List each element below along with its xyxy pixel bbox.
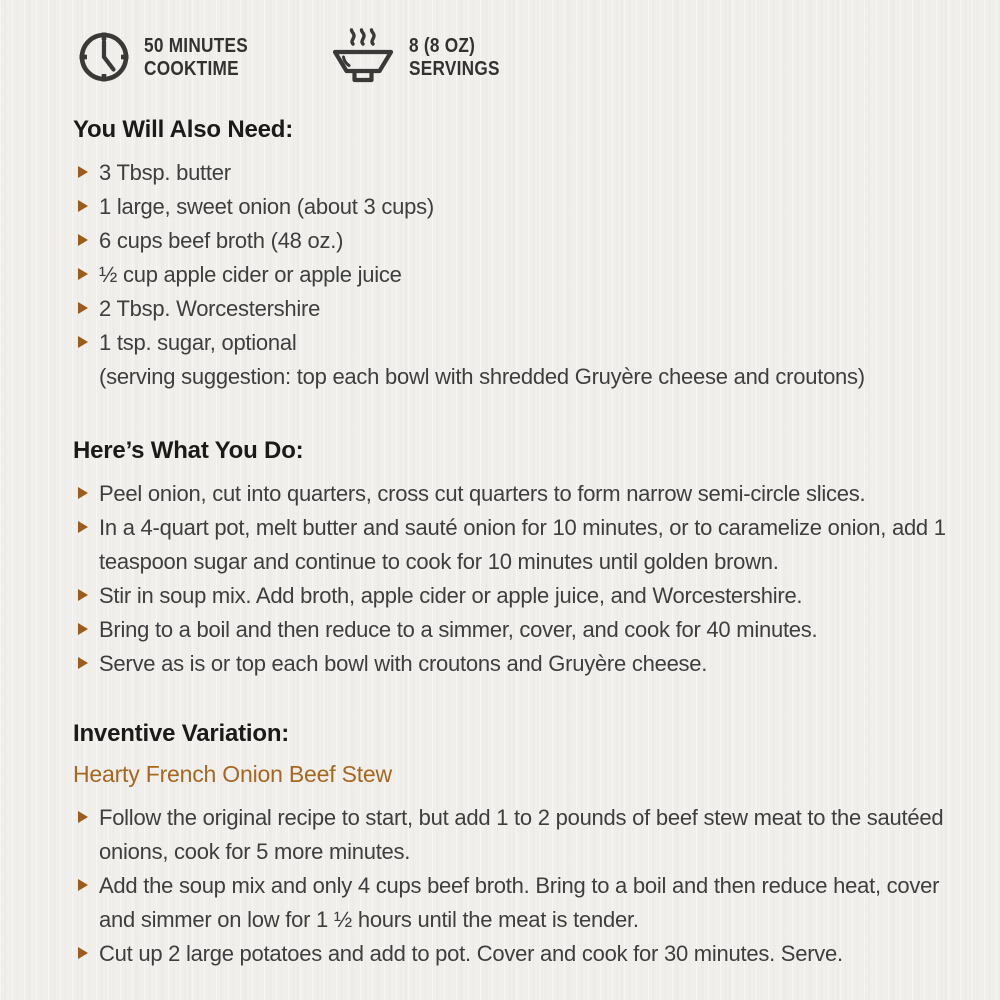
list-item: Stir in soup mix. Add broth, apple cider or apple juice, and Worcestershire. [73, 579, 964, 613]
list-item: Bring to a boil and then reduce to a simmer, cover, and cook for 40 minutes. [73, 613, 964, 647]
variation-list [73, 801, 964, 971]
bullet-triangle-icon [78, 200, 88, 212]
list-item: ½ cup apple cider or apple juice [73, 258, 964, 292]
section-instructions [73, 436, 964, 681]
serving-suggestion-note: (serving suggestion: top each bowl with shredded Gruyère cheese and croutons) [99, 364, 865, 389]
list-item: 3 Tbsp. butter [73, 156, 964, 190]
bullet-triangle-icon [78, 336, 88, 348]
ingredients-list [73, 156, 964, 360]
bullet-triangle-icon [78, 947, 88, 959]
list-item: 1 large, sweet onion (about 3 cups) [73, 190, 964, 224]
list-item: 6 cups beef broth (48 oz.) [73, 224, 964, 258]
bullet-triangle-icon [78, 302, 88, 314]
instructions-list [73, 477, 964, 681]
bullet-triangle-icon [78, 268, 88, 280]
cooktime-caption: COOKTIME [144, 57, 239, 80]
variation-subtitle: Hearty French Onion Beef Stew [73, 761, 392, 787]
bullet-triangle-icon [78, 623, 88, 635]
servings-label [409, 34, 500, 80]
bullet-triangle-icon [78, 879, 88, 891]
list-item: Follow the original recipe to start, but add 1 to 2 pounds of beef stew meat to the sautéed onions, cook for 5 more minutes. [73, 801, 964, 869]
list-item: In a 4-quart pot, melt butter and sauté onion for 10 minutes, or to caramelize onion, add 1 teaspoon sugar and continue to cook for 10 minutes until golden brown. [73, 511, 964, 579]
list-item: 2 Tbsp. Worcestershire [73, 292, 964, 326]
clock-icon [77, 30, 131, 84]
bullet-triangle-icon [78, 521, 88, 533]
bullet-triangle-icon [78, 487, 88, 499]
servings-info [330, 28, 517, 86]
ingredients-heading: You Will Also Need: [73, 116, 293, 143]
cooktime-info [77, 30, 268, 84]
list-item: 1 tsp. sugar, optional [73, 326, 964, 360]
bowl-icon [330, 28, 396, 86]
bullet-triangle-icon [78, 234, 88, 246]
bullet-triangle-icon [78, 166, 88, 178]
variation-heading: Inventive Variation: [73, 720, 290, 747]
list-item: Peel onion, cut into quarters, cross cut quarters to form narrow semi-circle slices. [73, 477, 964, 511]
section-ingredients [73, 115, 964, 394]
bullet-triangle-icon [78, 589, 88, 601]
section-variation [73, 719, 964, 971]
list-item: Add the soup mix and only 4 cups beef broth. Bring to a boil and then reduce heat, cover and simmer on low for 1 ½ hours until the meat is tender. [73, 869, 964, 937]
servings-value: 8 (8 OZ) [408, 34, 475, 57]
recipe-meta-row [77, 30, 964, 84]
servings-caption: SERVINGS [408, 57, 500, 80]
cooktime-label [144, 34, 248, 80]
cooktime-value: 50 MINUTES [144, 34, 248, 57]
list-item: Serve as is or top each bowl with croutons and Gruyère cheese. [73, 647, 964, 681]
bullet-triangle-icon [78, 657, 88, 669]
instructions-heading: Here’s What You Do: [73, 437, 304, 464]
list-item: Cut up 2 large potatoes and add to pot. Cover and cook for 30 minutes. Serve. [73, 937, 964, 971]
bullet-triangle-icon [78, 811, 88, 823]
